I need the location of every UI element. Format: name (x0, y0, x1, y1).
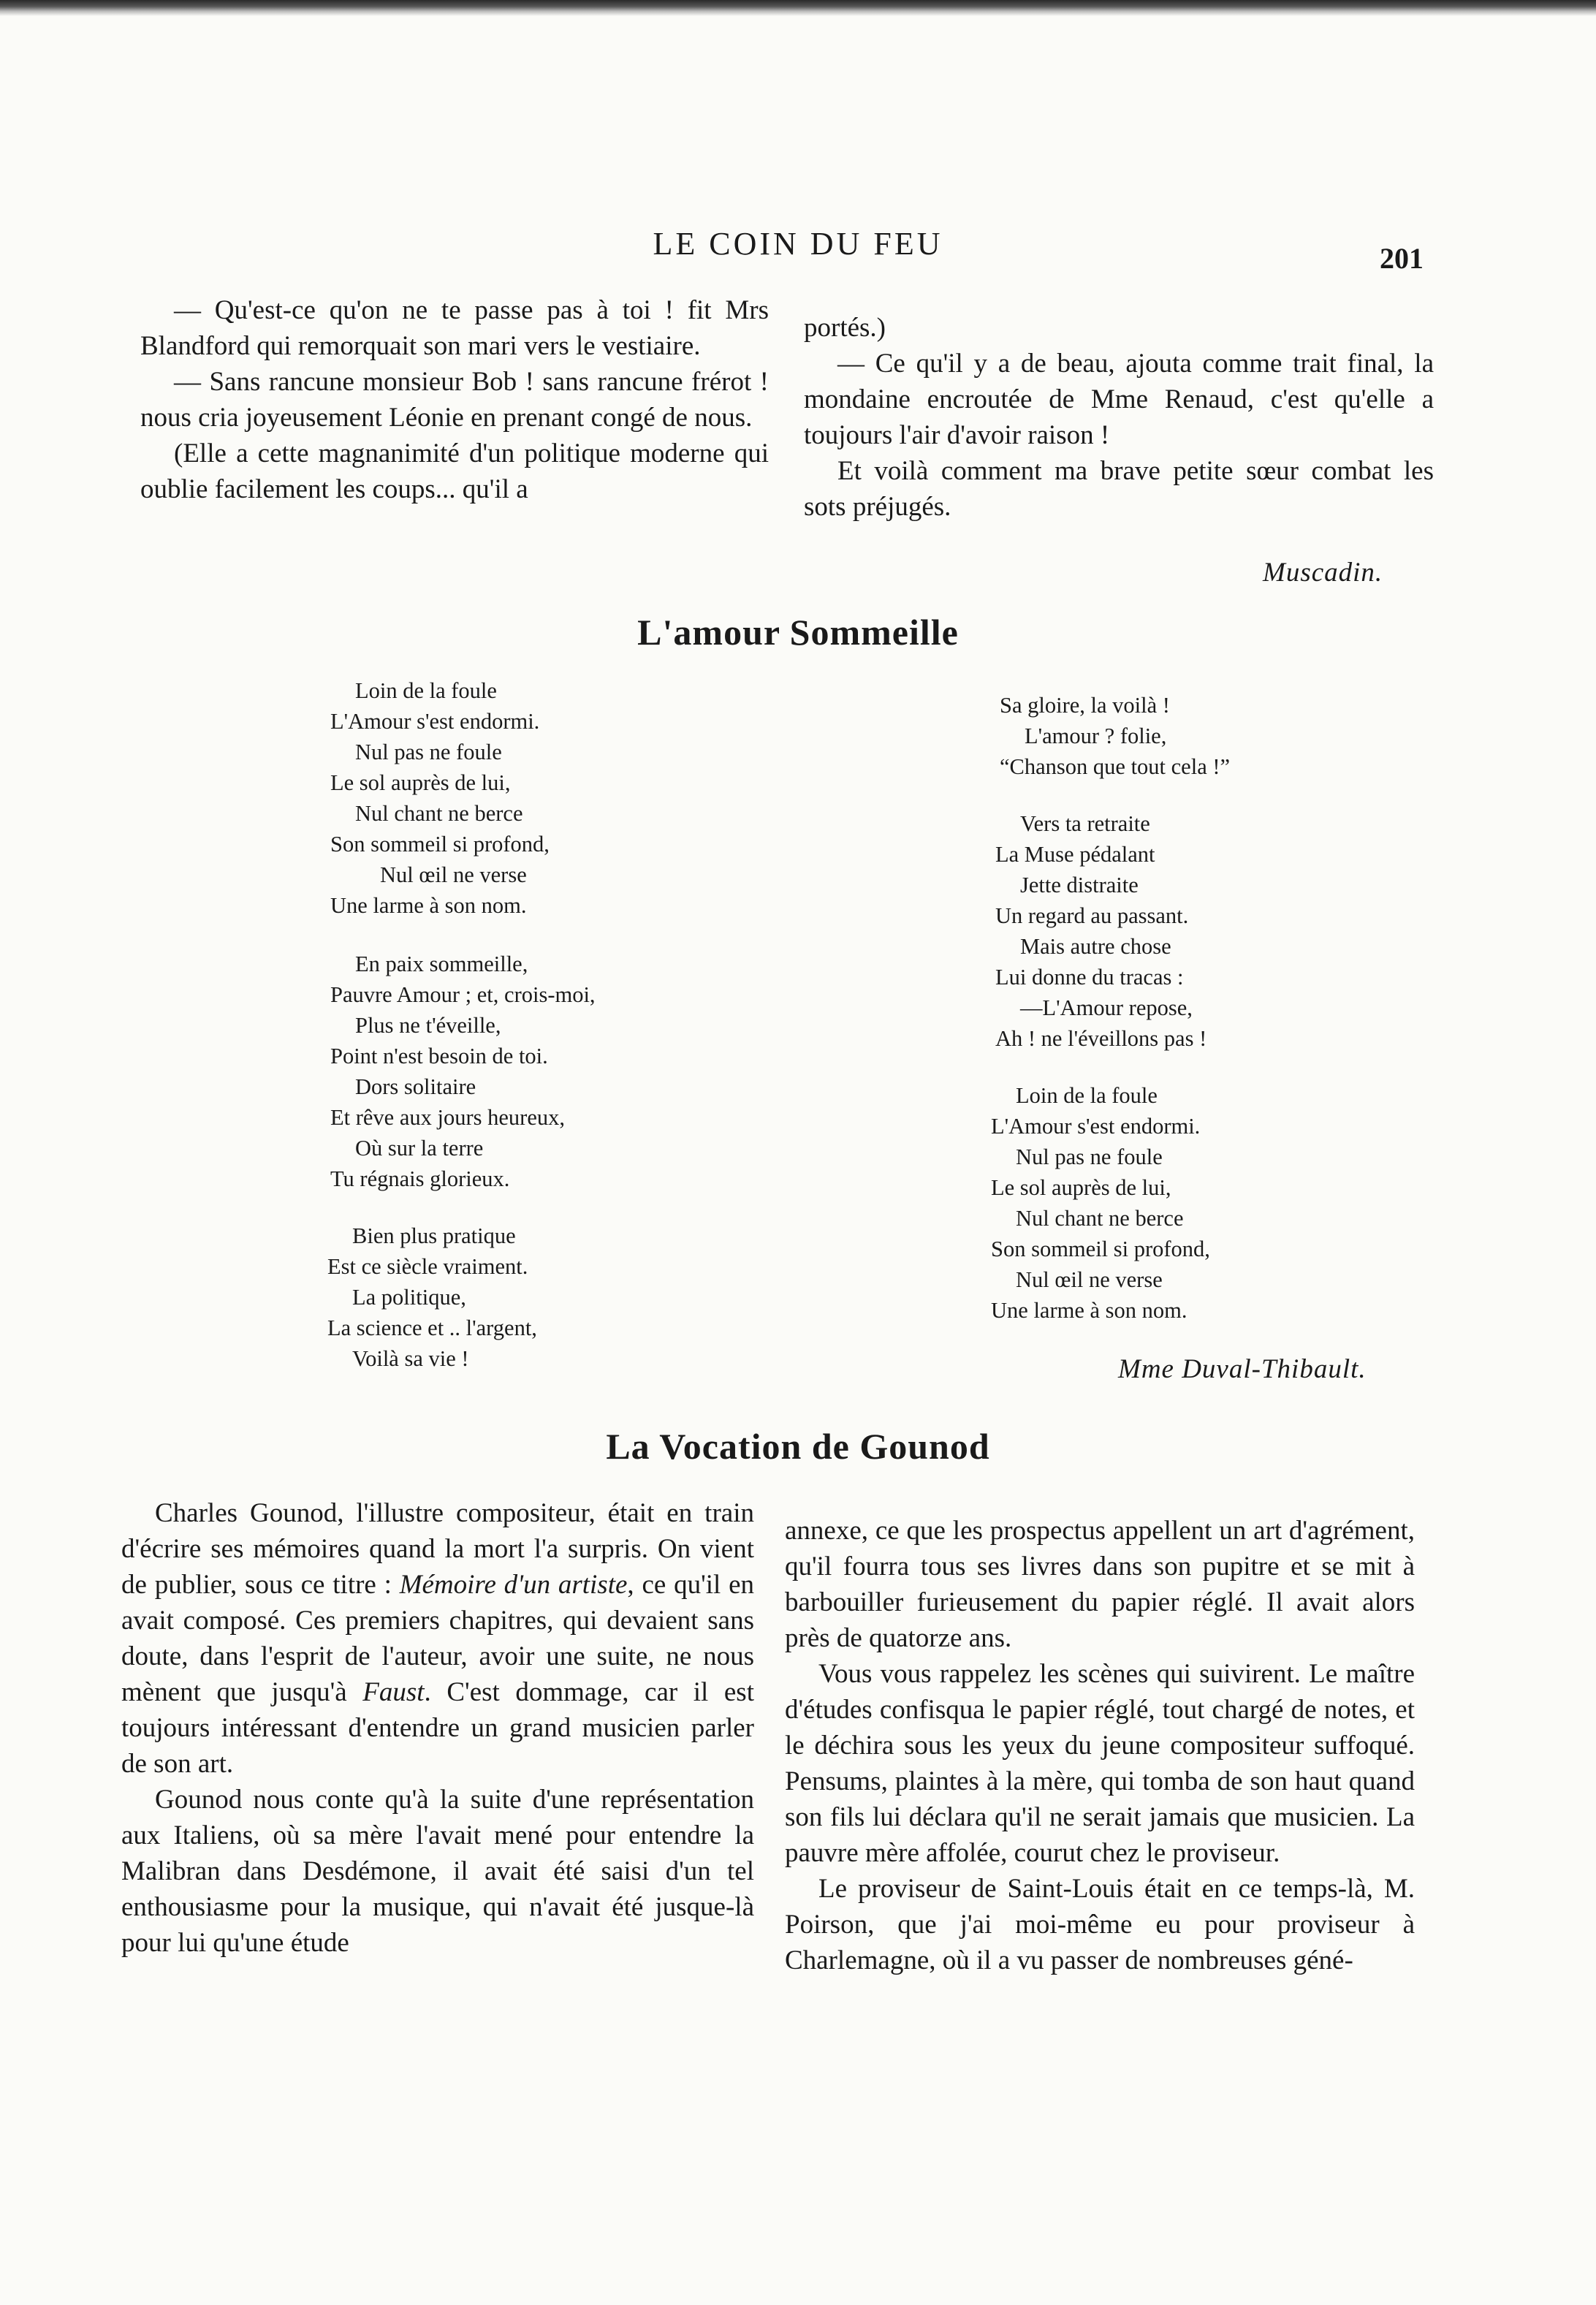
poem-stanza-6 (991, 1080, 1210, 1326)
article-paragraph: Gounod nous conte qu'à la suite d'une représentation aux Italiens, où sa mère l'avait mené pour entendre la Malibran dans Desdémone, il avait été saisi d'un tel enthousiasme pour la musique, qui n'avait été jusque-là pour lui qu'une étude (121, 1785, 754, 1958)
poem-title: L'amour Sommeille (637, 612, 959, 653)
story-paragraph: — Qu'est-ce qu'on ne te passe pas à toi ! fit Mrs Blandford qui remorquait son mari vers le vestiaire. (140, 295, 769, 361)
article-paragraph (121, 1495, 754, 1782)
story-right-column (804, 310, 1434, 525)
page-top-edge (0, 0, 1596, 16)
story-paragraph: portés.) (804, 313, 886, 343)
story-paragraph: — Sans rancune monsieur Bob ! sans rancune frérot ! nous cria joyeusement Léonie en prenant congé de nous. (140, 367, 769, 433)
text-run: . C'est dommage, car il est toujours intéressant d'entendre un grand musicien parler de son art. (121, 1677, 754, 1779)
article-paragraph: Vous vous rappelez les scènes qui suivirent. Le maître d'études confisqua le papier réglé, tout chargé de notes, et le déchira sous les yeux du jeune compositeur suffoqué. Pensums, plaintes à la mère, qui tomba de son haut quand son fils lui déclara qu'il ne serait jamais que musicien. La pauvre mère affolée, courut chez le proviseur. (785, 1659, 1415, 1868)
verse-line: Une larme à son nom. (991, 1298, 1188, 1323)
poem-signature: Mme Duval-Thibault. (1118, 1354, 1367, 1384)
page-number: 201 (1380, 242, 1424, 275)
verse-line: Loin de la foule (1016, 1083, 1158, 1108)
verse-line: Sa gloire, la voilà ! (1000, 693, 1170, 718)
poem-stanza-5 (995, 808, 1206, 1054)
verse-line: La science et .. l'argent, (327, 1315, 537, 1340)
article-title: La Vocation de Gounod (606, 1426, 990, 1467)
verse-line: Et rêve aux jours heureux, (330, 1105, 565, 1130)
verse-line: Un regard au passant. (995, 903, 1189, 928)
verse-line: L'Amour s'est endormi. (330, 709, 540, 734)
verse-line: Jette distraite (1020, 873, 1139, 897)
verse-line: Le sol auprès de lui, (991, 1175, 1171, 1200)
verse-line: —L'Amour repose, (1020, 995, 1193, 1020)
verse-line: Point n'est besoin de toi. (330, 1044, 548, 1068)
verse-line: Loin de la foule (355, 678, 497, 703)
story-left-column (140, 292, 769, 507)
story-signature: Muscadin. (1263, 558, 1383, 588)
verse-line: L'amour ? folie, (1025, 724, 1167, 748)
verse-line: Pauvre Amour ; et, crois-moi, (330, 982, 596, 1007)
book-title: Mémoire d'un artiste (399, 1570, 628, 1600)
poem-stanza-4 (1000, 690, 1230, 782)
verse-line: Vers ta retraite (1020, 811, 1150, 836)
poem-stanza-2 (330, 949, 596, 1194)
poem-stanza-3 (327, 1220, 537, 1374)
story-paragraph: (Elle a cette magnanimité d'un politique moderne qui oublie facilement les coups... qu'il a (140, 438, 769, 504)
story-paragraph: Et voilà comment ma brave petite sœur combat les sots préjugés. (804, 456, 1434, 522)
text-run: , ce qu'il en avait composé. Ces premiers chapitres, qui devaient sans doute, dans l'esprit de l'auteur, avoir une suite, ne nous mènent que jusqu'à (121, 1570, 755, 1707)
verse-line: Voilà sa vie ! (352, 1346, 469, 1371)
verse-line: Son sommeil si profond, (330, 832, 550, 857)
verse-line: “Chanson que tout cela !” (1000, 754, 1231, 779)
article-left-column (121, 1495, 754, 1961)
verse-line: La politique, (352, 1285, 466, 1310)
story-paragraph: — Ce qu'il y a de beau, ajouta comme trait final, la mondaine encroutée de Mme Renaud, c'est qu'elle a toujours l'air d'avoir raison ! (804, 349, 1434, 450)
verse-line: Nul pas ne foule (355, 740, 502, 764)
verse-line: Nul chant ne berce (1016, 1206, 1184, 1231)
poem-stanza-1 (330, 675, 550, 921)
verse-line: Tu régnais glorieux. (330, 1166, 510, 1191)
verse-line: Son sommeil si profond, (991, 1237, 1210, 1261)
verse-line: Est ce siècle vraiment. (327, 1254, 528, 1279)
verse-line: Nul œil ne verse (380, 862, 527, 887)
verse-line: Ah ! ne l'éveillons pas ! (995, 1026, 1207, 1051)
verse-line: Mais autre chose (1020, 934, 1171, 959)
verse-line: Lui donne du tracas : (995, 965, 1184, 990)
verse-line: Dors solitaire (355, 1074, 476, 1099)
article-paragraph: annexe, ce que les prospectus appellent un art d'agrément, qu'il fourra tous ses livres dans son pupitre et se mit à barbouiller furieusement du papier réglé. Il avait alors près de quatorze ans. (785, 1516, 1415, 1653)
article-paragraph: Le proviseur de Saint-Louis était en ce temps-là, M. Poirson, que j'ai moi-même eu pour proviseur à Charlemagne, où il a vu passer de nombreuses géné- (785, 1874, 1415, 1975)
text-run: Charles Gounod, l'illustre compositeur, était en train d'écrire ses mémoires quand la mort l'a surpris. On vient de publier, sous ce titre : (121, 1498, 754, 1600)
verse-line: La Muse pédalant (995, 842, 1155, 867)
verse-line: Nul œil ne verse (1016, 1267, 1163, 1292)
verse-line: Une larme à son nom. (330, 893, 527, 918)
verse-line: Où sur la terre (355, 1136, 484, 1161)
article-right-column (785, 1513, 1415, 1978)
verse-line: Le sol auprès de lui, (330, 770, 511, 795)
verse-line: L'Amour s'est endormi. (991, 1114, 1201, 1139)
verse-line: Nul chant ne berce (355, 801, 523, 826)
opera-title: Faust (362, 1677, 425, 1707)
verse-line: Plus ne t'éveille, (355, 1013, 501, 1038)
verse-line: Nul pas ne foule (1016, 1144, 1163, 1169)
verse-line: Bien plus pratique (352, 1223, 516, 1248)
running-head: LE COIN DU FEU (653, 226, 943, 262)
verse-line: En paix sommeille, (355, 952, 528, 976)
